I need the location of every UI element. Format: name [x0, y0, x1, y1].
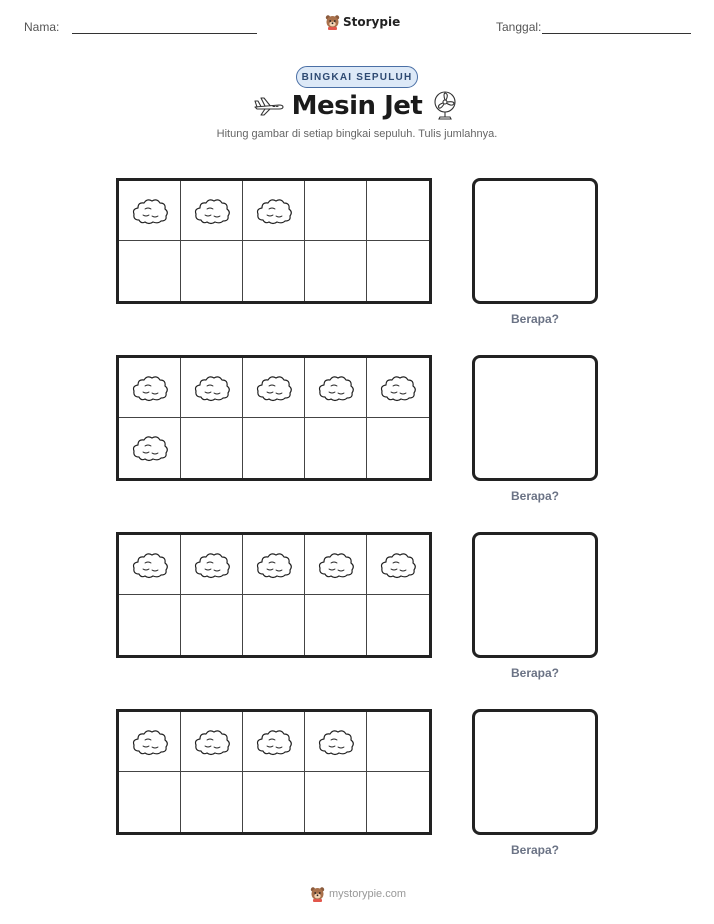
fan-icon	[432, 91, 458, 126]
frame-cell	[181, 712, 243, 772]
cloud-icon	[316, 373, 356, 403]
ten-frame-4	[116, 709, 432, 835]
frame-cell	[305, 595, 367, 655]
cloud-icon	[316, 727, 356, 757]
frame-cell	[305, 358, 367, 418]
frame-cell	[305, 712, 367, 772]
cloud-icon	[130, 373, 170, 403]
answer-label-1: Berapa?	[510, 312, 560, 326]
frame-cell	[367, 595, 429, 655]
worksheet-badge: BINGKAI SEPULUH	[296, 66, 418, 88]
frame-cell	[181, 772, 243, 832]
cloud-icon	[192, 373, 232, 403]
frame-cell	[181, 241, 243, 301]
cloud-icon	[316, 550, 356, 580]
cloud-icon	[192, 196, 232, 226]
name-label: Nama:	[24, 20, 60, 34]
answer-box-3[interactable]	[472, 532, 598, 658]
frame-cell	[367, 358, 429, 418]
answer-box-1[interactable]	[472, 178, 598, 304]
frame-cell	[243, 712, 305, 772]
frame-cell	[119, 358, 181, 418]
frame-cell	[305, 241, 367, 301]
cloud-icon	[130, 727, 170, 757]
frame-cell	[305, 418, 367, 478]
frame-cell	[305, 772, 367, 832]
frame-cell	[181, 358, 243, 418]
instruction-text: Hitung gambar di setiap bingkai sepuluh. Tulis jumlahnya.	[216, 128, 498, 140]
frame-cell	[367, 772, 429, 832]
frame-cell	[119, 595, 181, 655]
frame-cell	[243, 241, 305, 301]
bear-mascot-icon	[310, 886, 325, 902]
frame-cell	[367, 712, 429, 772]
ten-frame-2	[116, 355, 432, 481]
cloud-icon	[254, 196, 294, 226]
frame-cell	[367, 241, 429, 301]
frame-cell	[181, 418, 243, 478]
ten-frame-1	[116, 178, 432, 304]
ten-frame-3	[116, 532, 432, 658]
footer	[310, 886, 406, 902]
frame-cell	[119, 535, 181, 595]
page-title: Mesin Jet	[291, 91, 423, 121]
date-line[interactable]	[542, 33, 691, 34]
frame-cell	[243, 772, 305, 832]
cloud-icon	[254, 373, 294, 403]
frame-cell	[243, 595, 305, 655]
frame-cell	[119, 241, 181, 301]
frame-cell	[181, 595, 243, 655]
cloud-icon	[378, 373, 418, 403]
frame-cell	[119, 418, 181, 478]
answer-box-4[interactable]	[472, 709, 598, 835]
answer-label-2: Berapa?	[510, 489, 560, 503]
answer-label-4: Berapa?	[510, 843, 560, 857]
cloud-icon	[130, 196, 170, 226]
bear-mascot-icon	[325, 14, 340, 30]
cloud-icon	[130, 550, 170, 580]
cloud-icon	[378, 550, 418, 580]
name-line[interactable]	[72, 33, 257, 34]
footer-url: mystorypie.com	[329, 888, 407, 900]
frame-cell	[305, 181, 367, 241]
date-label: Tanggal:	[496, 20, 542, 34]
frame-cell	[181, 535, 243, 595]
frame-cell	[181, 181, 243, 241]
cloud-icon	[254, 727, 294, 757]
frame-cell	[243, 418, 305, 478]
frame-cell	[305, 535, 367, 595]
cloud-icon	[130, 433, 170, 463]
brand-logo	[325, 14, 400, 30]
frame-cell	[367, 181, 429, 241]
frame-cell	[119, 181, 181, 241]
answer-label-3: Berapa?	[510, 666, 560, 680]
answer-box-2[interactable]	[472, 355, 598, 481]
frame-cell	[243, 181, 305, 241]
frame-cell	[367, 535, 429, 595]
cloud-icon	[254, 550, 294, 580]
frame-cell	[119, 712, 181, 772]
cloud-icon	[192, 550, 232, 580]
frame-cell	[243, 535, 305, 595]
cloud-icon	[192, 727, 232, 757]
brand-name: Storypie	[343, 15, 401, 29]
jet-plane-icon	[253, 95, 285, 122]
frame-cell	[119, 772, 181, 832]
frame-cell	[243, 358, 305, 418]
frame-cell	[367, 418, 429, 478]
